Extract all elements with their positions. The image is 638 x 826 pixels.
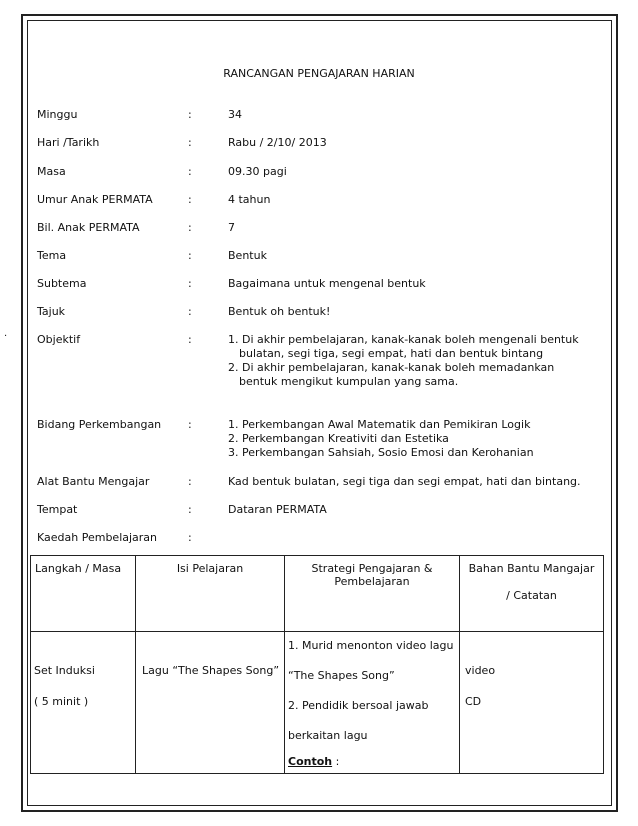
field-value: Bentuk — [228, 249, 267, 262]
header-strategi — [285, 556, 460, 632]
header-bahan-line: / Catatan — [506, 589, 557, 602]
field-label: Kaedah Pembelajaran — [37, 531, 158, 544]
field-colon: : — [188, 221, 192, 234]
header-langkah — [31, 556, 136, 632]
field-colon: : — [188, 305, 192, 318]
field-colon: : — [188, 418, 192, 431]
header-isi — [136, 556, 285, 632]
field-label: Bidang Perkembangan — [37, 418, 162, 431]
field-colon: : — [188, 108, 192, 121]
field-tema — [37, 249, 607, 265]
lesson-plan-table — [30, 555, 604, 774]
bidang-line: 2. Perkembangan Kreativiti dan Estetika — [228, 432, 449, 445]
field-value: 34 — [228, 108, 242, 121]
table-header-row — [31, 556, 604, 632]
document-title: RANCANGAN PENGAJARAN HARIAN — [223, 67, 415, 80]
bidang-line: 1. Perkembangan Awal Matematik dan Pemikiran Logik — [228, 418, 531, 431]
field-alat-bantu — [37, 475, 607, 491]
field-label: Bil. Anak PERMATA — [37, 221, 140, 234]
bahan-line: video — [465, 664, 496, 677]
isi-line: Lagu “The Shapes Song” — [142, 664, 280, 677]
field-colon: : — [188, 503, 192, 516]
field-label: Alat Bantu Mengajar — [37, 475, 150, 488]
langkah-line: ( 5 minit ) — [34, 695, 89, 708]
field-minggu — [37, 108, 607, 124]
header-strategi-line: Pembelajaran — [334, 575, 410, 588]
header-strategi-line: Strategi Pengajaran & — [311, 562, 433, 575]
objektif-line: 1. Di akhir pembelajaran, kanak-kanak boleh mengenali bentuk — [228, 333, 579, 346]
field-masa — [37, 165, 607, 181]
strategi-contoh-line — [285, 751, 459, 773]
bidang-list — [228, 418, 534, 460]
field-label: Umur Anak PERMATA — [37, 193, 153, 206]
header-langkah-label: Langkah / Masa — [35, 562, 122, 575]
field-label: Tempat — [37, 503, 78, 516]
bahan-line: CD — [465, 695, 482, 708]
field-colon: : — [188, 531, 192, 544]
objektif-line: bulatan, segi tiga, segi empat, hati dan bentuk bintang — [239, 347, 544, 360]
strategi-line: 2. Pendidik bersoal jawab — [288, 699, 429, 712]
field-value: Bentuk oh bentuk! — [228, 305, 331, 318]
bidang-line: 3. Perkembangan Sahsiah, Sosio Emosi dan Kerohanian — [228, 446, 534, 459]
objektif-line: 2. Di akhir pembelajaran, kanak-kanak boleh memadankan — [228, 361, 555, 374]
table-row — [31, 632, 604, 774]
cell-langkah — [31, 632, 136, 774]
field-value: Kad bentuk bulatan, segi tiga dan segi empat, hati dan bintang. — [228, 475, 581, 488]
field-colon: : — [188, 249, 192, 262]
field-label: Tema — [37, 249, 67, 262]
margin-dot: . — [4, 328, 8, 339]
cell-strategi — [285, 632, 460, 774]
field-value: 7 — [228, 221, 235, 234]
field-value: 09.30 pagi — [228, 165, 287, 178]
field-label: Hari /Tarikh — [37, 136, 100, 149]
objektif-line: bentuk mengikut kumpulan yang sama. — [239, 375, 459, 388]
field-colon: : — [188, 193, 192, 206]
field-bil — [37, 221, 607, 237]
field-bidang-perkembangan — [37, 418, 607, 462]
field-objektif — [37, 333, 607, 393]
contoh-suffix: : — [332, 755, 340, 768]
strategi-line: 1. Murid menonton video lagu — [288, 639, 454, 652]
field-label: Masa — [37, 165, 66, 178]
field-value: Rabu / 2/10/ 2013 — [228, 136, 327, 149]
header-bahan-line: Bahan Bantu Mangajar — [468, 562, 595, 575]
strategi-line: berkaitan lagu — [288, 729, 368, 742]
cell-isi — [136, 632, 285, 774]
field-subtema — [37, 277, 607, 293]
field-value: Dataran PERMATA — [228, 503, 327, 516]
field-tempat — [37, 503, 607, 519]
header-isi-label: Isi Pelajaran — [176, 562, 244, 575]
field-label: Tajuk — [37, 305, 66, 318]
header-bahan — [460, 556, 604, 632]
field-kaedah — [37, 531, 607, 547]
contoh-label: Contoh — [288, 755, 333, 768]
field-value: Bagaimana untuk mengenal bentuk — [228, 277, 426, 290]
field-colon: : — [188, 475, 192, 488]
field-hari-tarikh — [37, 136, 607, 152]
field-label: Minggu — [37, 108, 78, 121]
langkah-line: Set Induksi — [34, 664, 95, 677]
strategi-line: “The Shapes Song” — [288, 669, 395, 682]
field-value: 4 tahun — [228, 193, 271, 206]
field-label: Subtema — [37, 277, 87, 290]
field-colon: : — [188, 136, 192, 149]
field-tajuk — [37, 305, 607, 321]
field-umur — [37, 193, 607, 209]
objektif-list — [228, 333, 579, 389]
field-label: Objektif — [37, 333, 81, 346]
field-colon: : — [188, 165, 192, 178]
cell-bahan — [460, 632, 604, 774]
field-colon: : — [188, 277, 192, 290]
field-colon: : — [188, 333, 192, 346]
